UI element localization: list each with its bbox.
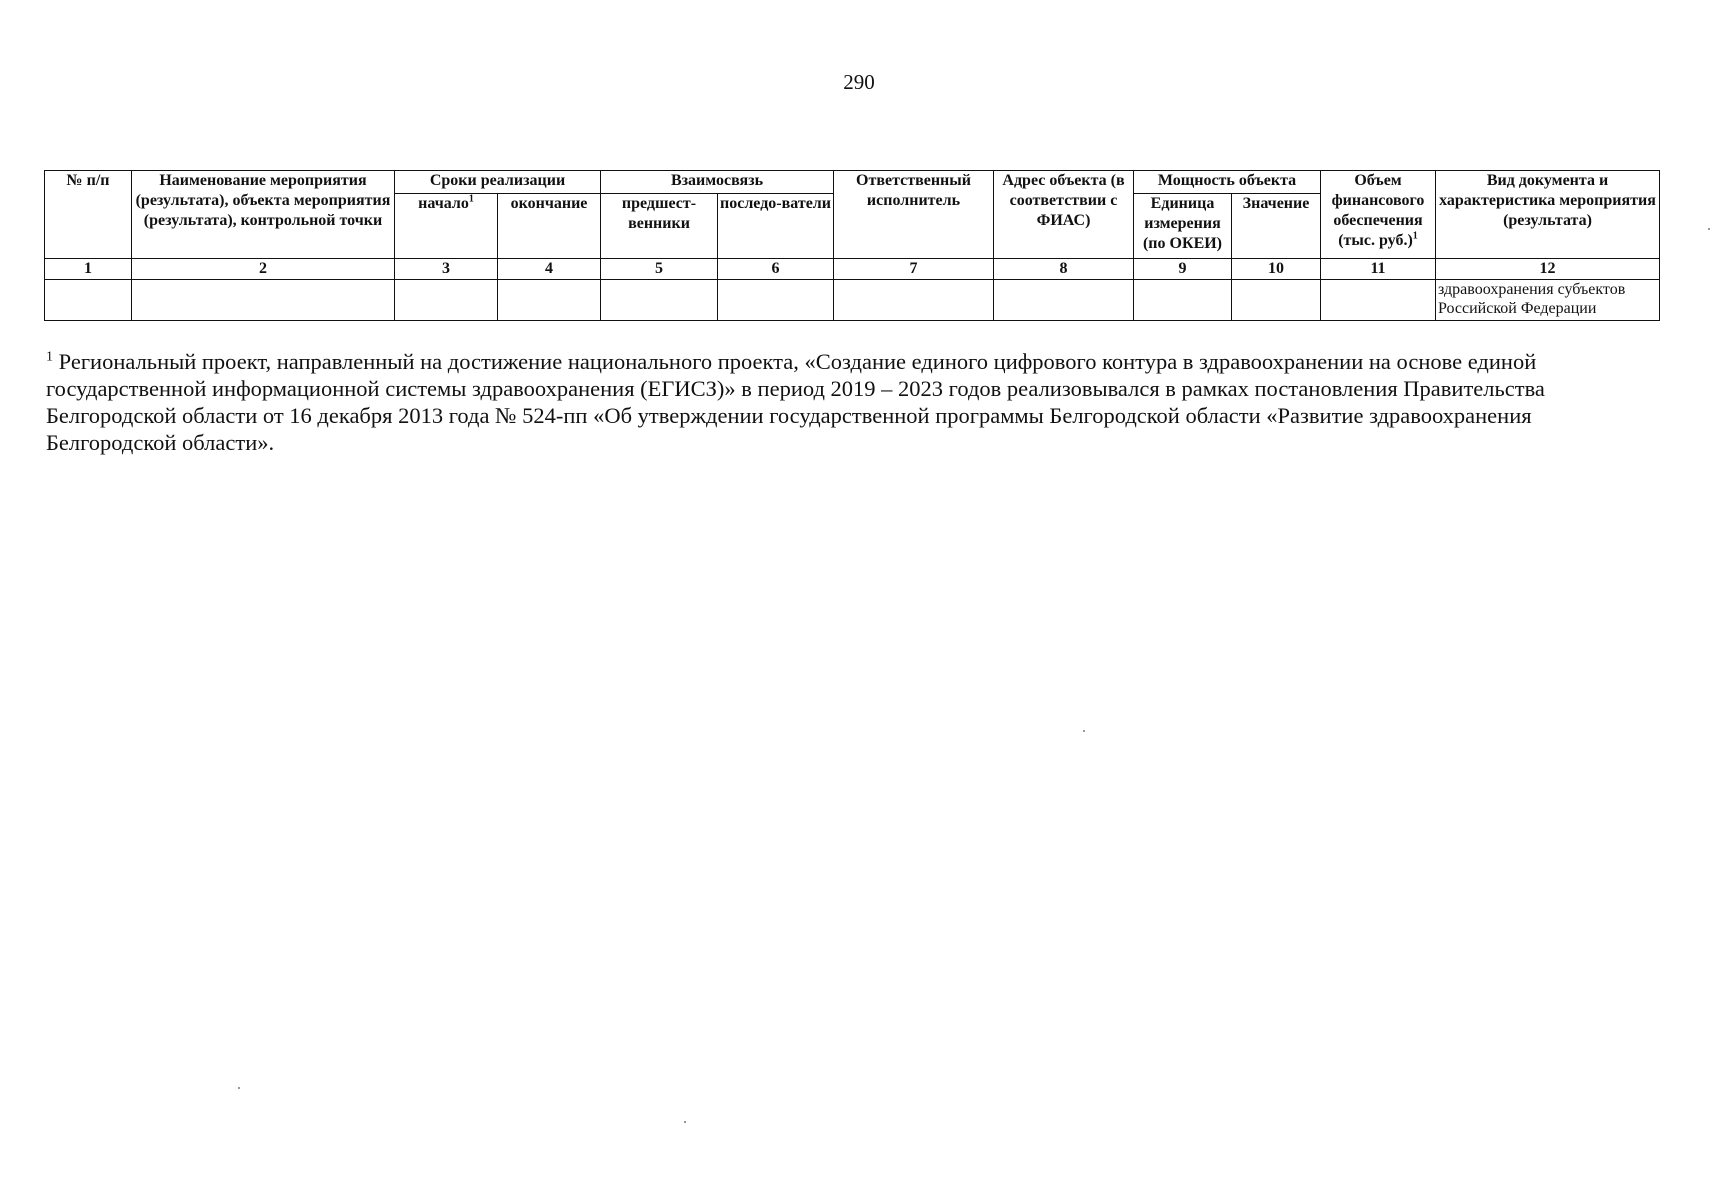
scan-speck — [1708, 228, 1710, 230]
header-terms-end: окончание — [498, 194, 601, 259]
scan-speck — [238, 1087, 240, 1089]
column-number: 1 — [45, 259, 132, 280]
column-number: 8 — [994, 259, 1134, 280]
header-finance: Объем финансового обеспечения (тыс. руб.)$^1$ — [1321, 171, 1436, 259]
scan-speck — [1083, 730, 1085, 732]
header-successors: последо-ватели — [718, 194, 834, 259]
header-number: № п/п — [45, 171, 132, 259]
column-number: 6 — [718, 259, 834, 280]
finance-footnote-marker: 1 — [1412, 230, 1418, 242]
table-row — [45, 280, 1660, 321]
column-number: 2 — [132, 259, 395, 280]
header-activity-name: Наименование мероприятия (результата), объекта мероприятия (результата), контрольной точки — [132, 171, 395, 259]
column-number: 3 — [395, 259, 498, 280]
table-cell — [1134, 280, 1232, 321]
header-terms: Сроки реализации — [395, 171, 601, 194]
header-responsible: Ответственный исполнитель — [834, 171, 994, 259]
footnote — [46, 348, 1646, 456]
column-number: 5 — [601, 259, 718, 280]
scan-speck — [684, 1121, 686, 1123]
header-terms-start: начало$^1$ — [395, 194, 498, 259]
table-cell — [601, 280, 718, 321]
header-doc-type: Вид документа и характеристика мероприятия (результата) — [1436, 171, 1660, 259]
column-number-row — [45, 259, 1660, 280]
table-cell — [834, 280, 994, 321]
header-capacity-value: Значение — [1232, 194, 1321, 259]
table-cell — [395, 280, 498, 321]
footnote-marker: 1 — [46, 349, 53, 365]
column-number: 9 — [1134, 259, 1232, 280]
header-capacity: Мощность объекта — [1134, 171, 1321, 194]
header-address: Адрес объекта (в соответствии с ФИАС) — [994, 171, 1134, 259]
column-number: 11 — [1321, 259, 1436, 280]
column-number: 4 — [498, 259, 601, 280]
column-number: 10 — [1232, 259, 1321, 280]
footnote-text: Региональный проект, направленный на достижение национального проекта, «Создание единого цифрового контура в здравоохранении на основе единой государственной информационной системы здравоохранения (ЕГИСЗ)» в период 2019 – 2023 годов реализовывался в рамках постановления Правительства Белгородской области от 16 декабря 2013 года № 524-пп «Об утверждении государственной программы Белгородской области «Развитие здравоохранения Белгородской области». — [46, 349, 1545, 455]
header-predecessors: предшест-венники — [601, 194, 718, 259]
table-cell — [132, 280, 395, 321]
start-footnote-marker: 1 — [468, 193, 474, 205]
column-number: 7 — [834, 259, 994, 280]
table-cell — [1232, 280, 1321, 321]
table-cell — [498, 280, 601, 321]
page-number: 290 — [843, 70, 875, 94]
header-relation: Взаимосвязь — [601, 171, 834, 194]
doc-type-cell: здравоохранения субъектов Российской Федерации — [1436, 280, 1660, 321]
activity-table — [44, 170, 1660, 321]
table-cell — [1321, 280, 1436, 321]
table-cell — [45, 280, 132, 321]
column-number: 12 — [1436, 259, 1660, 280]
table-cell — [994, 280, 1134, 321]
header-capacity-unit: Единица измерения (по ОКЕИ) — [1134, 194, 1232, 259]
table-cell — [718, 280, 834, 321]
